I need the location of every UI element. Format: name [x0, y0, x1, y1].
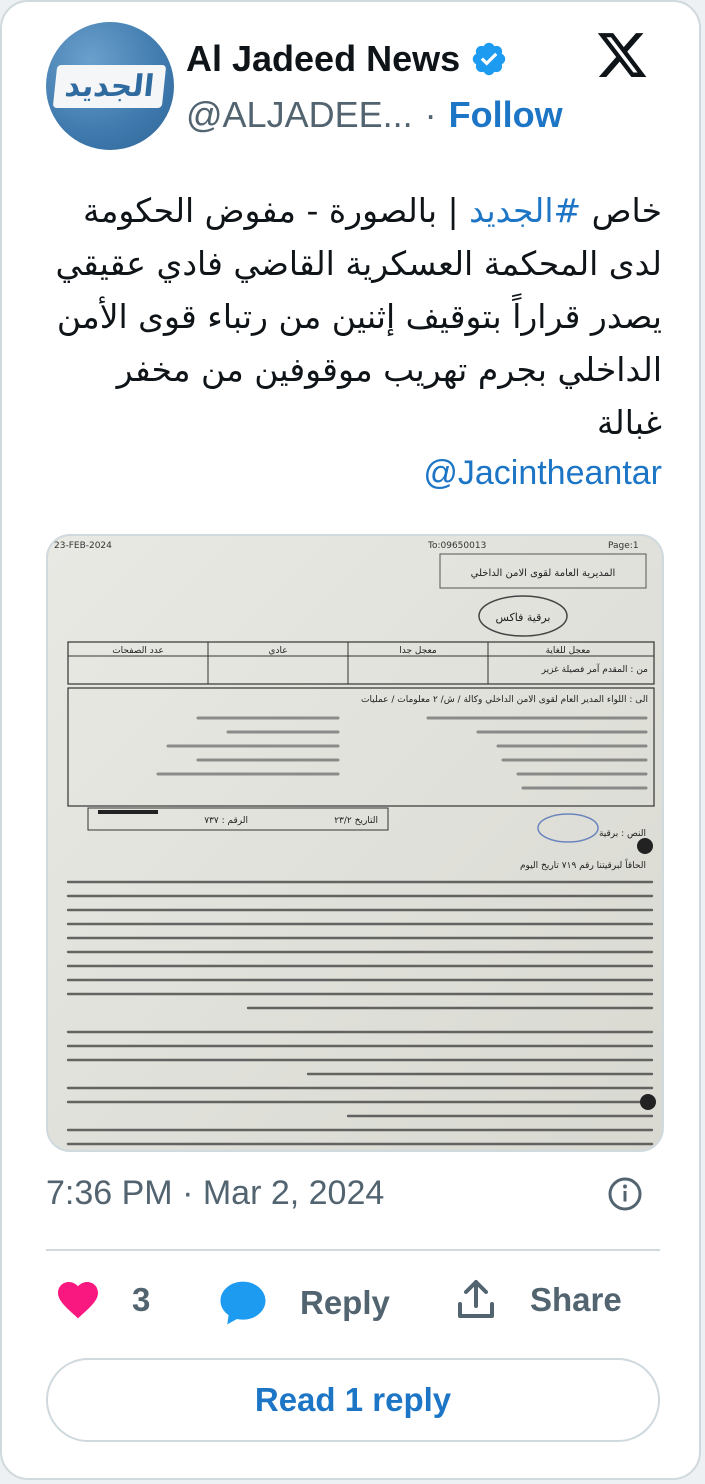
avatar[interactable]: [46, 22, 174, 150]
like-button[interactable]: [54, 1276, 150, 1324]
handle-row: [186, 94, 563, 136]
share-icon: [452, 1276, 500, 1324]
tweet-prefix: خاص: [581, 191, 662, 230]
author-name[interactable]: Al Jadeed News: [186, 38, 461, 79]
separator-dot: ·: [424, 94, 437, 135]
doc-stamp: برقية فاكس: [495, 611, 551, 624]
reply-bubble-icon: [216, 1276, 270, 1330]
tweet-body: | بالصورة - مفوض الحكومة لدى المحكمة العسكرية القاضي فادي عقيقي يصدر قراراً بتوقيف إثنين من رتباء قوى الأمن الداخلي بجرم تهريب موقوفين من مخفر غبالة: [55, 191, 662, 442]
action-bar: [46, 1276, 660, 1334]
doc-col-pages: عدد الصفحات: [112, 646, 164, 656]
doc-from: من : المقدم آمر فصيلة غزير: [541, 665, 648, 675]
document-photo: [48, 536, 662, 1150]
doc-date: التاريخ ٢٣/٢: [334, 816, 378, 826]
verified-badge-icon: [470, 40, 508, 78]
follow-button[interactable]: Follow: [448, 94, 563, 135]
mention-link[interactable]: @Jacintheantar: [423, 454, 662, 492]
share-button[interactable]: [452, 1276, 622, 1324]
doc-col-normal: عادي: [268, 646, 288, 656]
doc-body-start: الحاقاً لبرقيتنا رقم ٧١٩ تاريخ اليوم: [519, 861, 646, 871]
fax-header-left: 23-FEB-2024: [54, 541, 112, 551]
x-logo-icon[interactable]: [593, 28, 651, 82]
media-image[interactable]: [46, 534, 664, 1152]
author-row: [186, 38, 508, 80]
doc-subject: النص : برقية: [598, 829, 646, 839]
heart-icon: [54, 1276, 102, 1324]
info-icon[interactable]: [607, 1176, 643, 1212]
doc-col-urgent: معجل جدا: [399, 646, 437, 656]
share-label: Share: [530, 1281, 622, 1318]
doc-ref: الرقم : ٧٣٧: [204, 816, 248, 826]
tweet-timestamp[interactable]: 7:36 PM · Mar 2, 2024: [46, 1174, 385, 1212]
avatar-logo: الجديد: [53, 65, 167, 108]
doc-org: المديرية العامة لقوى الامن الداخلي: [470, 568, 616, 579]
reply-button[interactable]: [216, 1276, 390, 1330]
read-replies-button[interactable]: Read 1 reply: [46, 1358, 660, 1442]
doc-to: الى : اللواء المدير العام لقوى الامن الداخلي وكالة / ش/ ٢ معلومات / عمليات: [361, 695, 648, 705]
reply-label: Reply: [300, 1284, 390, 1321]
divider: [46, 1249, 660, 1251]
doc-col-very: معجل للغاية: [545, 646, 591, 656]
tweet-text: [42, 184, 662, 449]
author-handle[interactable]: @ALJADEE...: [186, 94, 413, 135]
like-count: 3: [132, 1281, 151, 1318]
fax-header-right: Page:1: [608, 541, 639, 551]
fax-header-mid: To:09650013: [428, 541, 487, 551]
hashtag-link[interactable]: #الجديد: [469, 191, 582, 230]
